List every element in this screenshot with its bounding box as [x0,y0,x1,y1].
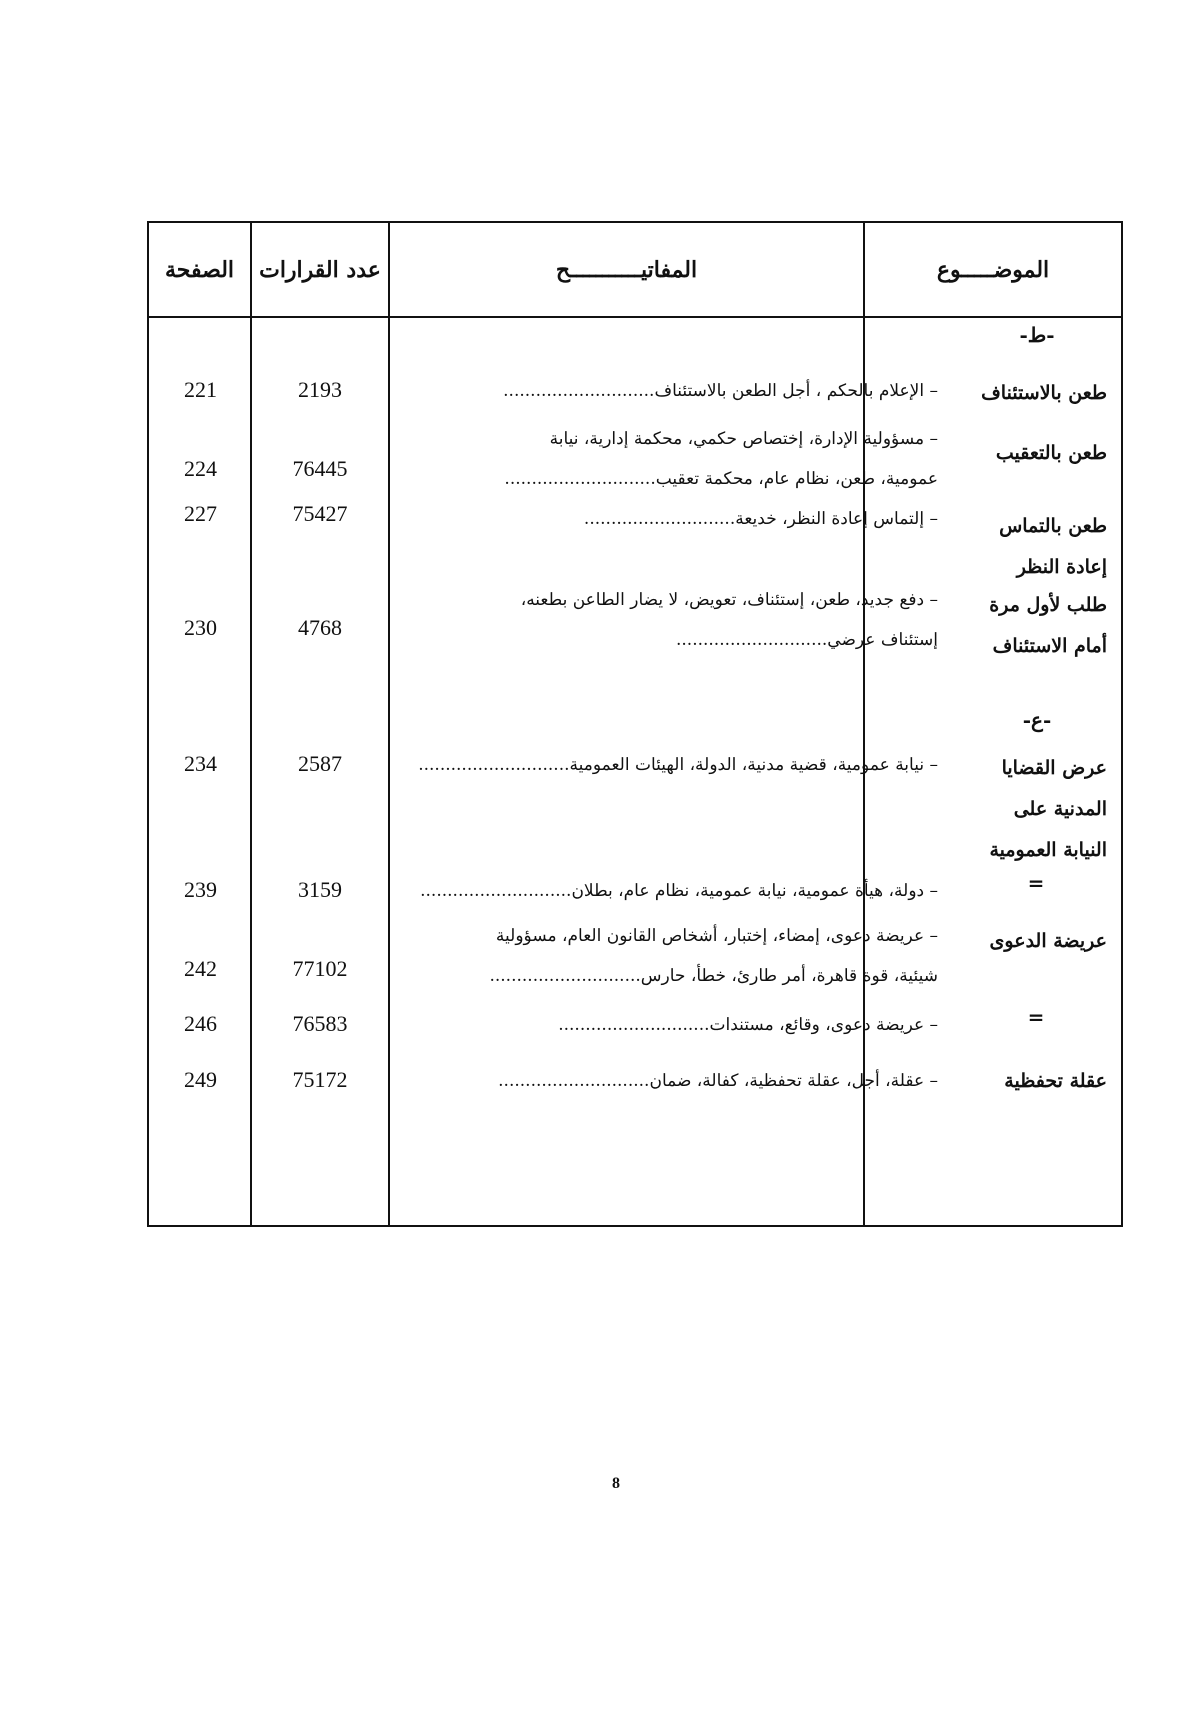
decisions-count: 3159 [298,877,342,902]
page-number-cell: 224 [184,456,217,481]
decisions-count: 2587 [298,751,342,776]
header-page: الصفحة [164,256,235,283]
subject-cell: طعن بالاستئناف [981,382,1107,404]
page-footer-number: 8 [612,1475,620,1492]
subject-cell: عرض القضايا المدنية على النيابة العمومية [989,757,1107,861]
column-divider [388,223,390,1225]
page-number-cell: 249 [184,1067,217,1092]
section-letter-ayn: -ع- [1022,708,1052,732]
page-number-cell: 239 [184,877,217,902]
subject-cell: طعن بالتماس إعادة النظر [999,515,1107,578]
ditto-mark: = [1027,1005,1045,1029]
decisions-count: 2193 [298,377,342,402]
keywords-cell: – إلتماس إعادة النظر، خديعة............................ [583,509,938,529]
header-keywords: المفاتيـــــــــــح [555,256,698,283]
keywords-cell: – دفع جديد، طعن، إستئناف، تعويض، لا يضار الطاعن بطعنه، إستئناف عرضي............................ [520,590,938,650]
page-number-cell: 230 [184,615,217,640]
section-letter-ta: -ط- [1019,323,1055,347]
subject-cell: طعن بالتعقيب [995,442,1107,464]
header-decisions: عدد القرارات [259,256,381,283]
decisions-count: 77102 [292,956,348,981]
index-table [147,221,1123,1227]
keywords-cell: – عريضة دعوى، وقائع، مستندات............................ [558,1015,938,1035]
keywords-cell: – عريضة دعوى، إمضاء، إختبار، أشخاص القانون العام، مسؤولية شيئية، قوة قاهرة، أمر طارئ، خطأ، حارس............................ [489,926,938,986]
ditto-mark: = [1027,871,1045,895]
page-number-cell: 246 [184,1011,217,1036]
header-divider [149,316,1121,318]
page-number-cell: 234 [184,751,217,776]
keywords-cell: – مسؤولية الإدارة، إختصاص حكمي، محكمة إدارية، نيابة عمومية، طعن، نظام عام، محكمة تعقيب............................ [504,429,938,489]
decisions-count: 4768 [298,615,342,640]
subject-cell: عقلة تحفظية [1004,1070,1107,1092]
decisions-count: 76445 [292,456,348,481]
keywords-cell: – الإعلام بالحكم ، أجل الطعن بالاستئناف............................ [503,381,938,401]
decisions-count: 76583 [292,1011,348,1036]
subject-cell: عريضة الدعوى [989,930,1107,952]
page-number-cell: 242 [184,956,217,981]
page-number-cell: 227 [184,501,217,526]
decisions-count: 75427 [292,501,348,526]
keywords-cell: – دولة، هيأة عمومية، نيابة عمومية، نظام عام، بطلان............................ [420,881,938,901]
keywords-cell: – عقلة، أجل، عقلة تحفظية، كفالة، ضمان............................ [498,1071,938,1091]
keywords-cell: – نيابة عمومية، قضية مدنية، الدولة، الهيئات العمومية............................ [418,755,938,775]
header-subject: الموضـــــوع [936,256,1050,283]
decisions-count: 75172 [292,1067,348,1092]
page-number-cell: 221 [184,377,217,402]
subject-cell: طلب لأول مرة أمام الاستئناف [989,594,1107,657]
